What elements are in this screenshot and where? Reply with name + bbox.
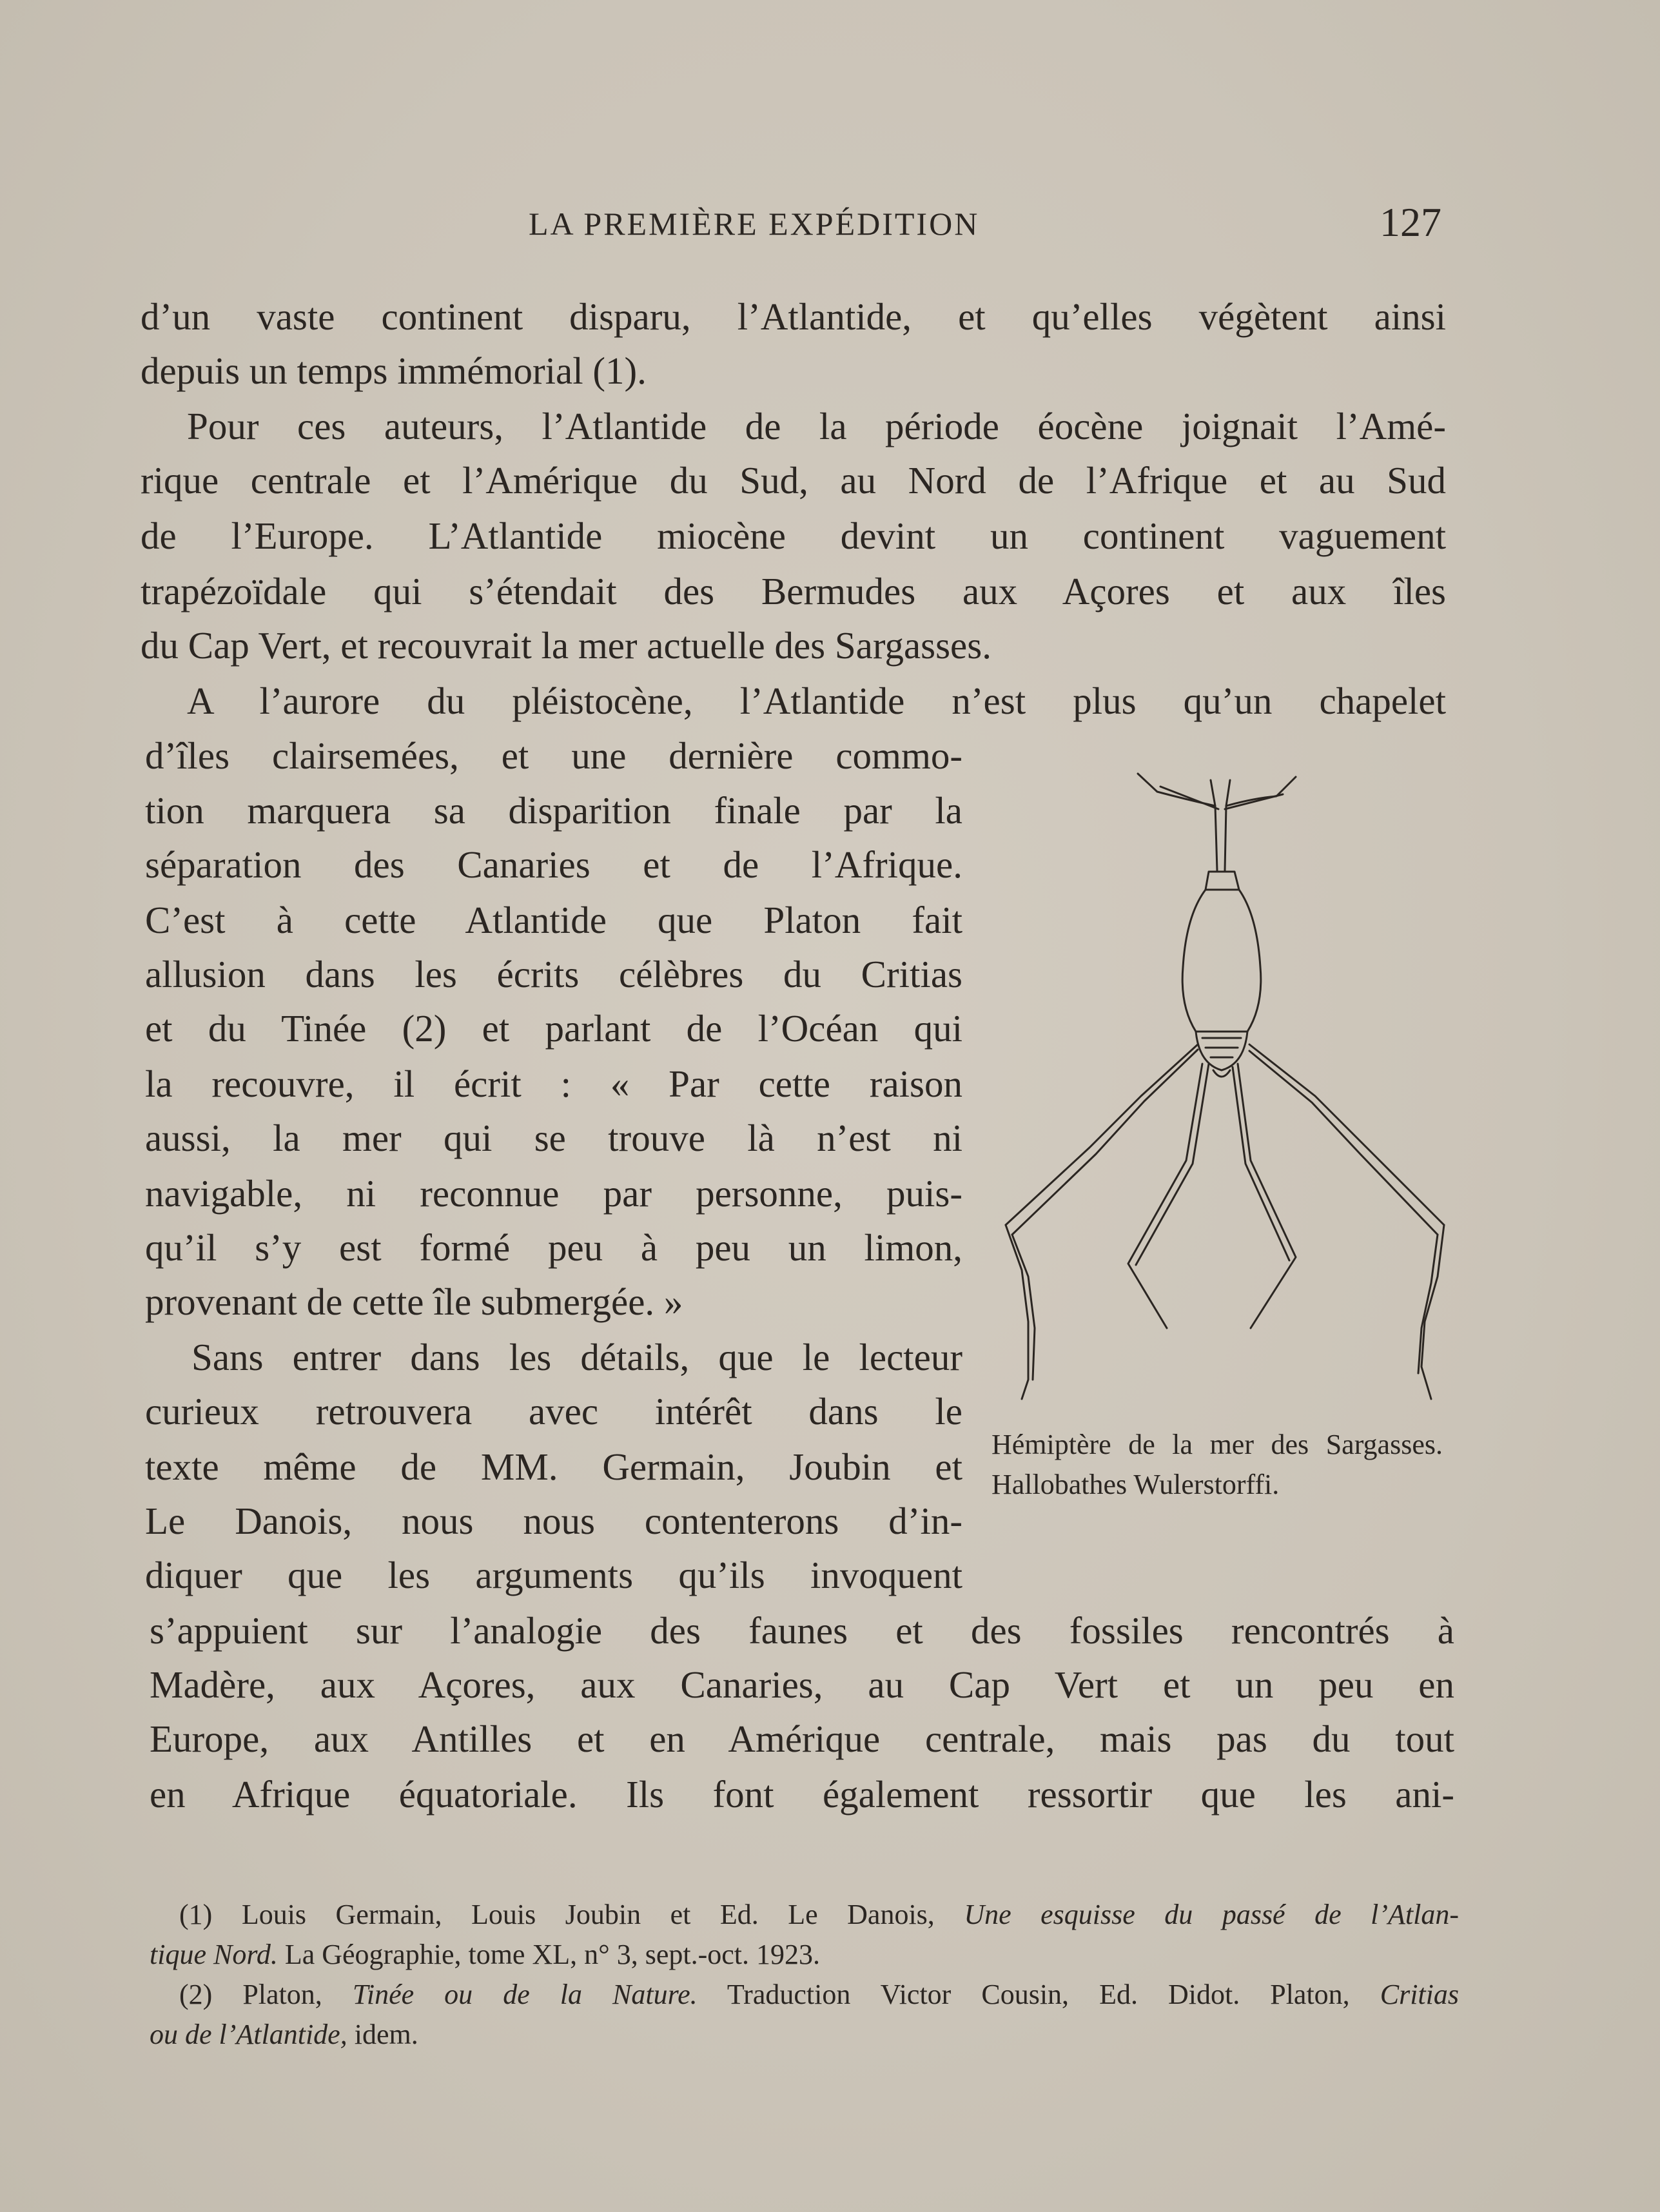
body-line: la recouvre, il écrit : « Par cette raison [145,1062,962,1105]
footnote-1 [179,1901,1459,1929]
footnote-2-text: (2) Platon, [179,1979,353,2010]
body-line: curieux retrouvera avec intérêt dans le [145,1390,962,1433]
figure-caption: Hémiptère de la mer des Sargasses. Hallobathes Wulerstorffi. [991,1429,1443,1500]
body-line: allusion dans les écrits célèbres du Critias [145,953,962,995]
footnote-2-title-2-cont: ou de l’Atlantide, [150,2019,347,2050]
footnote-2-cont [150,2021,418,2049]
body-line: d’un vaste continent disparu, l’Atlantide, et qu’elles végètent ainsi [141,295,1446,338]
body-line: Sans entrer dans les détails, que le lecteur [191,1336,962,1378]
body-line: trapézoïdale qui s’étendait des Bermudes aux Açores et aux îles [141,570,1446,612]
body-line: A l’aurore du pléistocène, l’Atlantide n’est plus qu’un chapelet [187,680,1446,722]
footnote-2-title-2: Critias [1380,1979,1459,2010]
body-line: qu’il s’y est formé peu à peu un limon, [145,1226,962,1269]
body-line: aussi, la mer qui se trouve là n’est ni [145,1117,962,1159]
footnote-1-text: (1) Louis Germain, Louis Joubin et Ed. Le Danois, [179,1899,964,1930]
footnote-2-title: Tinée ou de la Nature. [352,1979,698,2010]
body-line: Europe, aux Antilles et en Amérique centrale, mais pas du tout [150,1718,1454,1760]
body-line: rique centrale et l’Amérique du Sud, au Nord de l’Afrique et au Sud [141,459,1446,502]
body-line: séparation des Canaries et de l’Afrique. [145,843,962,886]
footnote-2 [179,1981,1459,2009]
page-number: 127 [1380,199,1441,245]
body-line: Le Danois, nous nous contenterons d’in- [145,1500,962,1542]
body-line: texte même de MM. Germain, Joubin et [145,1445,962,1488]
body-line: en Afrique équatoriale. Ils font également ressortir que les ani- [150,1773,1454,1816]
body-line: Pour ces auteurs, l’Atlantide de la période éocène joignait l’Amé- [187,405,1446,447]
footnote-1-title-cont: tique Nord. [150,1939,278,1970]
footnote-1-title: Une esquisse du passé de l’Atlan- [964,1899,1459,1930]
hemiptera-illustration [993,761,1457,1405]
footnote-1-source: La Géographie, tome XL, n° 3, sept.-oct. 1923. [277,1939,820,1970]
body-line: C’est à cette Atlantide que Platon fait [145,899,962,941]
body-line: provenant de cette île submergée. » [145,1280,683,1323]
body-line: du Cap Vert, et recouvrait la mer actuelle des Sargasses. [141,624,991,667]
body-line: d’îles clairsemées, et une dernière commo- [145,734,962,777]
footnote-2-source: Traduction Victor Cousin, Ed. Didot. Platon, [697,1979,1380,2010]
footnote-2-idem: idem. [347,2019,418,2050]
body-line: de l’Europe. L’Atlantide miocène devint un continent vaguement [141,514,1446,557]
running-title: LA PREMIÈRE EXPÉDITION [529,206,980,242]
body-line: tion marquera sa disparition finale par la [145,789,962,832]
body-line: et du Tinée (2) et parlant de l’Océan qui [145,1007,962,1050]
body-line: depuis un temps immémorial (1). [141,349,647,392]
footnote-1-cont [150,1941,820,1969]
body-line: s’appuient sur l’analogie des faunes et des fossiles rencontrés à [150,1609,1454,1652]
body-line: Madère, aux Açores, aux Canaries, au Cap Vert et un peu en [150,1663,1454,1706]
body-line: diquer que les arguments qu’ils invoquent [145,1554,962,1596]
body-line: navigable, ni reconnue par personne, puis- [145,1172,962,1215]
